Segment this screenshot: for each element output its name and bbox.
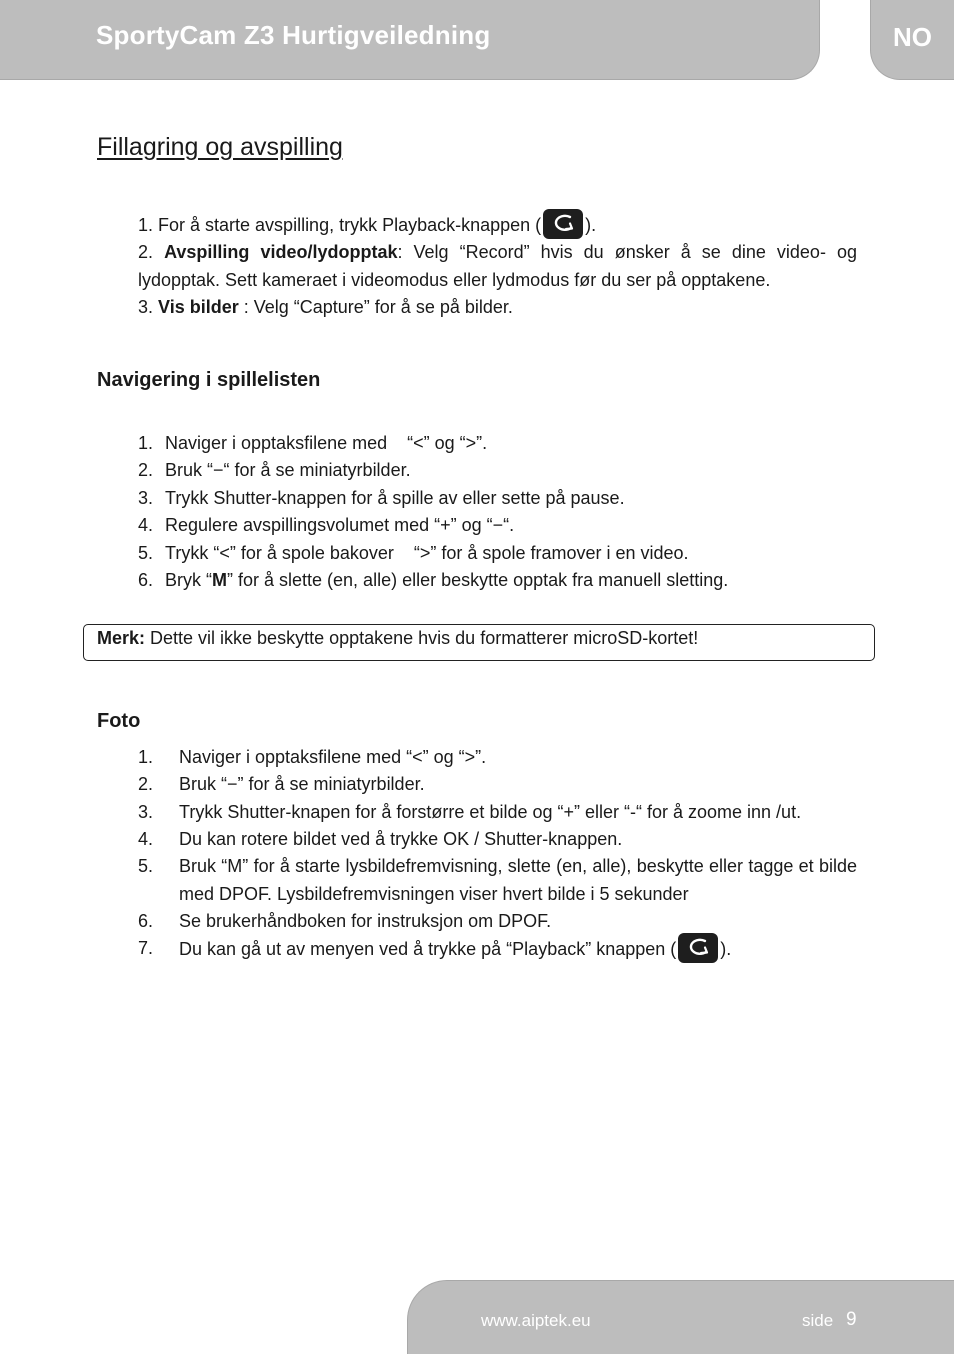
list-item-text: Se brukerhåndboken for instruksjon om DPOF.: [179, 911, 552, 931]
list-item-number: 6.: [138, 570, 154, 590]
list-item-number: 7.: [138, 938, 154, 958]
playback-button-icon: [678, 933, 718, 963]
list-item-text-bold: M: [212, 570, 227, 590]
playback-line-2-text: : Velg “Record” hvis du ønsker å se dine video- og lydopptak. Sett kameraet i videomodus eller lydmodus før du ser på opptakene.: [138, 242, 857, 290]
footer-bar: [407, 1280, 954, 1354]
list-item-text: Regulere avspillingsvolumet med “+” og “−“.: [165, 515, 515, 535]
page-number: 9: [846, 1309, 857, 1330]
list-item-text: Bruk “−“ for å se miniatyrbilder.: [165, 460, 411, 480]
playback-line-1-pre: 1. For å starte avspilling, trykk Playback-knappen (: [138, 215, 542, 235]
list-item-number: 5.: [138, 856, 154, 876]
playback-line-3: [138, 294, 857, 322]
list-item-number: 1.: [138, 433, 154, 453]
playback-line-3-number: 3.: [138, 297, 154, 317]
list-item-number: 1.: [138, 747, 154, 767]
list-item-number: 6.: [138, 911, 154, 931]
list-item-text: Naviger i opptaksfilene med “<” og “>”.: [179, 747, 487, 767]
playback-line-2-number: 2.: [138, 242, 154, 262]
language-code: NO: [893, 22, 932, 52]
header-bar: [0, 0, 820, 80]
note-box: [83, 624, 875, 661]
list-item-text: Naviger i opptaksfilene med “<” og “>”.: [165, 433, 488, 453]
list-item-text: Trykk Shutter-knappen for å spille av eller sette på pause.: [165, 488, 625, 508]
note-label: Merk:: [97, 628, 146, 648]
list-item-number: 2.: [138, 774, 154, 794]
section-heading-navigering: Navigering i spillelisten: [97, 369, 321, 391]
list-item-text-post: ).: [720, 938, 732, 959]
playback-button-icon: [543, 209, 583, 239]
list-item-text: Trykk Shutter-knapen for å forstørre et bilde og “+” eller “-“ for å zoome inn /ut.: [179, 802, 802, 822]
list-item-number: 2.: [138, 460, 154, 480]
list-item-text-pre: Du kan gå ut av menyen ved å trykke på “Playback” knappen (: [179, 938, 677, 959]
playback-line-3-text: : Velg “Capture” for å se på bilder.: [238, 297, 513, 317]
list-item-number: 4.: [138, 515, 154, 535]
list-item-text: [165, 567, 728, 595]
playback-line-1-post: ).: [585, 215, 597, 235]
playback-line-2: [138, 239, 857, 294]
note-text: [97, 628, 698, 649]
list-item-number: 3.: [138, 488, 154, 508]
list-item-number: 5.: [138, 543, 154, 563]
list-item-text: Bruk “M” for å starte lysbildefremvisning, slette (en, alle), beskytte eller tagge et bilde med DPOF. Lysbildefremvisningen viser hvert bilde i 5 sekunder: [179, 856, 857, 904]
playback-line-2-bold: Avspilling video/lydopptak: [164, 242, 398, 262]
playback-line-3-bold: Vis bilder: [158, 297, 239, 317]
section-heading-foto: Foto: [97, 710, 141, 732]
page-label: side: [802, 1311, 834, 1330]
list-item-text: Du kan rotere bildet ved å trykke OK / Shutter-knappen.: [179, 829, 623, 849]
note-body: Dette vil ikke beskytte opptakene hvis du formatterer microSD-kortet!: [145, 628, 699, 648]
playback-line-1: [138, 211, 857, 241]
footer-url: www.aiptek.eu: [481, 1311, 591, 1330]
document-title: SportyCam Z3 Hurtigveiledning: [96, 20, 491, 50]
list-item-text-post: ” for å slette (en, alle) eller beskytte opptak fra manuell sletting.: [227, 570, 729, 590]
list-item-text: Trykk “<” for å spole bakover “>” for å spole framover i en video.: [165, 543, 689, 563]
list-item-number: 4.: [138, 829, 154, 849]
section-heading-fillagring: Fillagring og avspilling: [97, 133, 343, 161]
list-item-text: Bruk “−” for å se miniatyrbilder.: [179, 774, 425, 794]
list-item-number: 3.: [138, 802, 154, 822]
list-item-text: [179, 935, 857, 965]
list-item-text-pre: Bryk “: [165, 570, 212, 590]
language-tab: [870, 0, 954, 80]
